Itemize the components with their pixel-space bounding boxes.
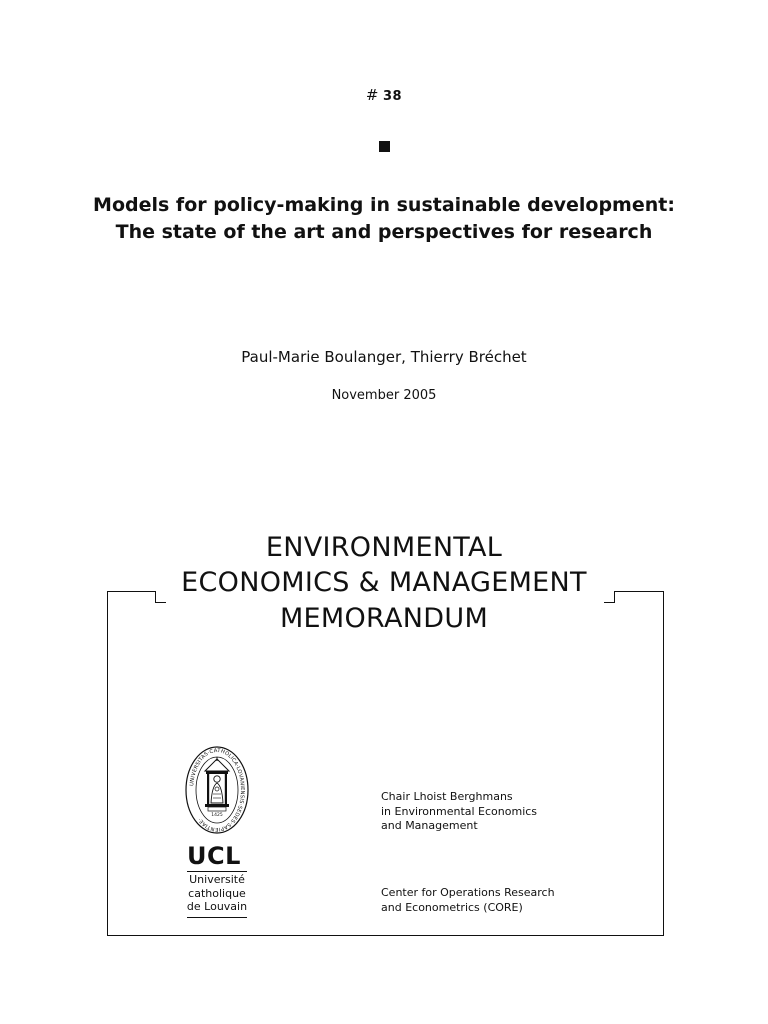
publication-date: November 2005	[331, 388, 437, 403]
ucl-seal-icon	[183, 745, 251, 835]
series-title-line-3: MEMORANDUM	[279, 603, 489, 634]
frame-notch-left-tab	[155, 602, 166, 603]
memo-number-value: 38	[382, 89, 403, 104]
paper-title-line-2: The state of the art and perspectives for research	[115, 221, 653, 243]
university-name	[183, 873, 251, 914]
authors: Paul-Marie Boulanger, Thierry Bréchet	[241, 348, 527, 366]
core-affiliation	[381, 886, 555, 915]
frame-right	[663, 591, 664, 936]
frame-top-left	[107, 591, 156, 592]
university-name-line: de Louvain	[186, 900, 248, 913]
frame-left	[107, 591, 108, 936]
chair-affiliation	[381, 790, 537, 834]
series-title-line-1: ENVIRONMENTAL	[265, 532, 503, 563]
memo-number	[0, 86, 768, 104]
series-title-line-2: ECONOMICS & MANAGEMENT	[181, 567, 587, 598]
frame-bottom	[107, 935, 664, 936]
chair-line: in Environmental Economics	[381, 804, 538, 818]
chair-line: Chair Lhoist Berghmans	[381, 790, 513, 803]
university-name-line: catholique	[188, 886, 246, 900]
ucl-rule-bottom	[187, 917, 247, 918]
chair-line: and Management	[381, 819, 478, 832]
frame-notch-right	[614, 591, 615, 603]
university-name-line: Université	[189, 873, 245, 886]
frame-top-right	[614, 591, 664, 592]
paper-title-line-1: Models for policy-making in sustainable development:	[93, 194, 675, 216]
ucl-logo: UCL	[187, 842, 241, 870]
svg-text:1425: 1425	[211, 813, 223, 818]
core-line: and Econometrics (CORE)	[381, 900, 523, 914]
core-line: Center for Operations Research	[381, 886, 555, 899]
square-bullet-icon	[379, 141, 390, 152]
ucl-rule-top	[187, 871, 247, 872]
hash-symbol: #	[365, 86, 379, 104]
svg-text:UNIVERSITAS·CATHOLICA·LOVANIEN: UNIVERSITAS·CATHOLICA·LOVANIENSIS·SEDES·SAPIENTIAE·	[189, 747, 246, 833]
